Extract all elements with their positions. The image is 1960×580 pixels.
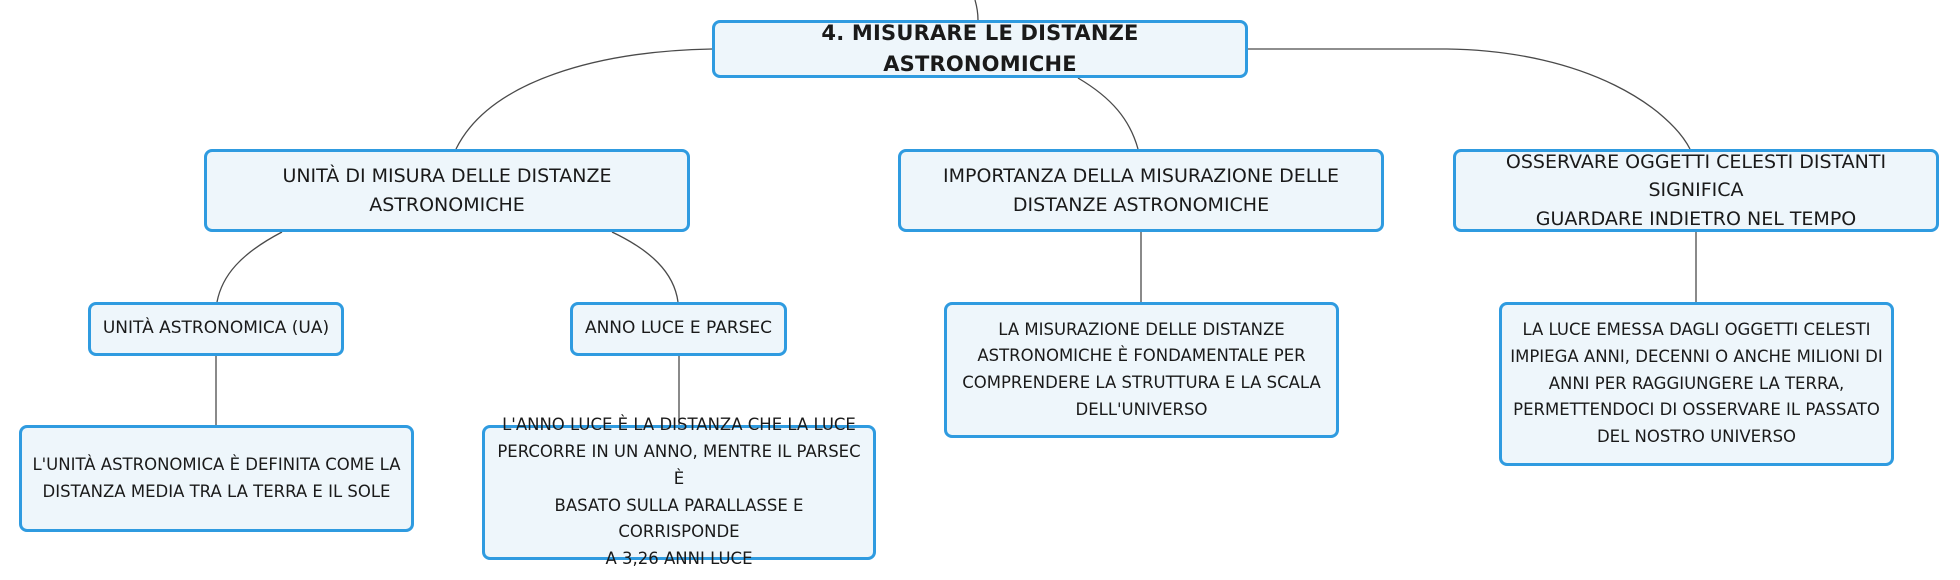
- topic-importance-node[interactable]: IMPORTANZA DELLA MISURAZIONE DELLE DISTANZE ASTRONOMICHE: [898, 149, 1384, 232]
- subtopic-au-node[interactable]: UNITÀ ASTRONOMICA (UA): [88, 302, 344, 356]
- desc-importance-node[interactable]: LA MISURAZIONE DELLE DISTANZE ASTRONOMICHE È FONDAMENTALE PER COMPRENDERE LA STRUTTURA E LA SCALA DELL'UNIVERSO: [944, 302, 1339, 438]
- root-topic-node[interactable]: 4. MISURARE LE DISTANZE ASTRONOMICHE: [712, 20, 1248, 78]
- desc-lookback-node[interactable]: LA LUCE EMESSA DAGLI OGGETTI CELESTI IMPIEGA ANNI, DECENNI O ANCHE MILIONI DI ANNI PER RAGGIUNGERE LA TERRA, PERMETTENDOCI DI OSSERVARE IL PASSATO DEL NOSTRO UNIVERSO: [1499, 302, 1894, 466]
- connector-root-units: [456, 49, 712, 149]
- desc-ly-node[interactable]: L'ANNO LUCE È LA DISTANZA CHE LA LUCE PERCORRE IN UN ANNO, MENTRE IL PARSEC È BASATO SULLA PARALLASSE E CORRISPONDE A 3,26 ANNI LUCE: [482, 425, 876, 560]
- connector-units-ly: [612, 232, 678, 302]
- topic-lookback-node[interactable]: OSSERVARE OGGETTI CELESTI DISTANTI SIGNIFICA GUARDARE INDIETRO NEL TEMPO: [1453, 149, 1939, 232]
- subtopic-ly-node[interactable]: ANNO LUCE E PARSEC: [570, 302, 787, 356]
- connector-units-au: [217, 232, 282, 302]
- desc-au-node[interactable]: L'UNITÀ ASTRONOMICA È DEFINITA COME LA DISTANZA MEDIA TRA LA TERRA E IL SOLE: [19, 425, 414, 532]
- connector-root-lookback: [1248, 49, 1690, 149]
- topic-units-node[interactable]: UNITÀ DI MISURA DELLE DISTANZE ASTRONOMICHE: [204, 149, 690, 232]
- connector-root-importance: [1078, 78, 1138, 149]
